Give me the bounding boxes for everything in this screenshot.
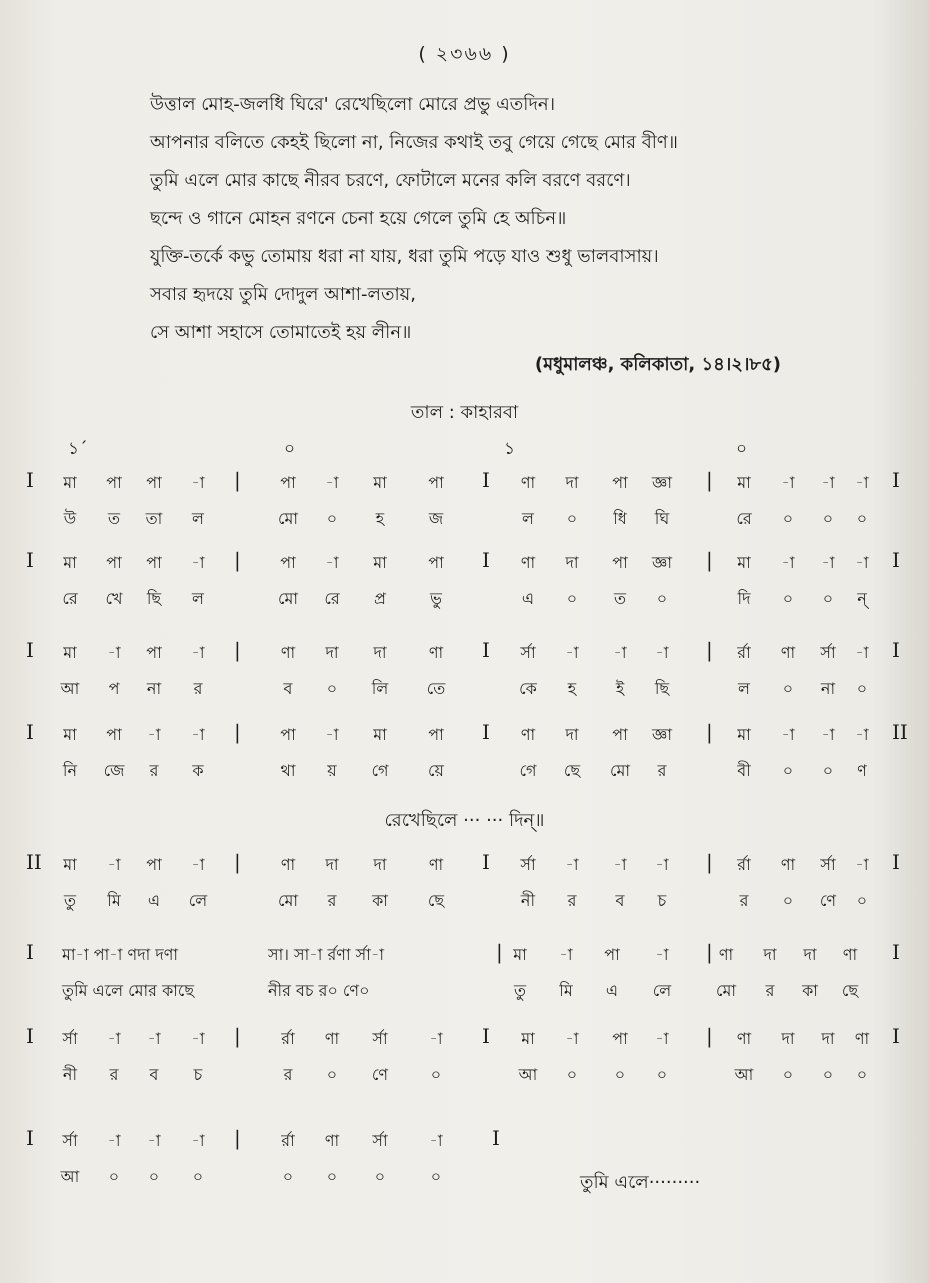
swara-note: পা — [280, 553, 296, 572]
beat-marker: ১´ — [68, 439, 88, 459]
syllable: ০ — [374, 1167, 386, 1186]
bar-line: I — [482, 720, 490, 744]
swara-note: মা — [373, 553, 387, 572]
swara-note: ণা — [718, 945, 734, 964]
syllable: দি — [737, 589, 751, 608]
bar-line: | — [706, 850, 713, 874]
syllable-group: নীর বচ র০ ণে০ — [268, 981, 370, 1000]
swara-note: -া — [191, 1029, 205, 1048]
syllable: ০ — [856, 509, 868, 528]
page-number: ( ২৩৬৬ ) — [418, 43, 511, 65]
swara-note: মা — [513, 945, 527, 964]
swara-note: মা — [737, 473, 751, 492]
syllable: বী — [737, 761, 751, 780]
syllable: ০ — [782, 509, 794, 528]
swara-note: ণা — [520, 725, 536, 744]
swara-note: ণা — [842, 945, 858, 964]
swara-note: দা — [565, 725, 579, 744]
syllable: ০ — [326, 1167, 338, 1186]
syllable: নী — [62, 1065, 78, 1084]
swara-note: মা — [63, 473, 77, 492]
syllable: লি — [371, 679, 389, 698]
syllable: লে — [188, 891, 208, 910]
syllable: ছে — [563, 761, 581, 780]
swara-note: র্সা — [62, 1131, 78, 1150]
swara-note: মা — [63, 643, 77, 662]
syllable: ০ — [566, 509, 578, 528]
syllable: ব — [149, 1065, 159, 1084]
swara-note: -া — [565, 855, 579, 874]
syllable: ০ — [430, 1167, 442, 1186]
swara-note: র্রা — [281, 1029, 295, 1048]
syllable: র — [657, 761, 667, 780]
syllable: লে — [652, 981, 672, 1000]
syllable: আ — [734, 1065, 754, 1084]
syllable: র — [283, 1065, 293, 1084]
bar-line: I — [26, 638, 34, 662]
swara-note: -া — [325, 553, 339, 572]
swara-note: মা — [63, 553, 77, 572]
swara-note: দা — [325, 855, 339, 874]
swara-note: দা — [565, 473, 579, 492]
syllable: ০ — [656, 1065, 668, 1084]
syllable: থা — [280, 761, 296, 780]
syllable: ন্ — [857, 589, 867, 608]
bar-line: I — [892, 850, 900, 874]
syllable: ব — [615, 891, 625, 910]
bar-line: | — [234, 1126, 241, 1150]
syllable: ণে — [819, 891, 837, 910]
bar-line: | — [706, 638, 713, 662]
swara-note: মা — [63, 725, 77, 744]
notation-system — [0, 722, 929, 802]
syllable: ০ — [782, 891, 794, 910]
syllable: ধি — [613, 509, 627, 528]
syllable: র — [327, 891, 337, 910]
swara-note: -া — [565, 1029, 579, 1048]
syllable: ০ — [326, 679, 338, 698]
syllable: মি — [107, 891, 121, 910]
bar-line: | — [234, 638, 241, 662]
syllable: প — [108, 679, 120, 698]
syllable: ০ — [614, 1065, 626, 1084]
syllable: নী — [520, 891, 536, 910]
syllable: মি — [559, 981, 573, 1000]
bar-line: | — [234, 468, 241, 492]
syllable: ল — [192, 509, 204, 528]
swara-note: পা — [428, 725, 444, 744]
lyric-line: আপনার বলিতে কেহই ছিলো না, নিজের কথাই তবু গেয়ে গেছে মোর বীণ॥ — [150, 132, 678, 153]
swara-note: জ্ঞা — [652, 553, 672, 572]
syllable: র — [149, 761, 159, 780]
notation-system — [0, 852, 929, 932]
swara-note: -া — [147, 1131, 161, 1150]
syllable: জ — [428, 509, 444, 528]
syllable: ০ — [326, 509, 338, 528]
bar-line: I — [892, 468, 900, 492]
swara-note: -া — [855, 643, 869, 662]
syllable: ল — [738, 679, 750, 698]
swara-note: -া — [147, 725, 161, 744]
syllable: ত — [613, 589, 626, 608]
syllable: ভু — [430, 589, 442, 608]
syllable: ০ — [822, 761, 834, 780]
bar-line: II — [26, 850, 42, 874]
syllable: ত — [107, 509, 120, 528]
swara-note: ণা — [324, 1131, 340, 1150]
syllable: মো — [715, 981, 737, 1000]
syllable: ০ — [148, 1167, 160, 1186]
swara-note: জ্ঞা — [652, 473, 672, 492]
swara-note: -া — [655, 855, 669, 874]
syllable: রে — [736, 509, 752, 528]
syllable: র — [109, 1065, 119, 1084]
notation-system — [0, 470, 929, 550]
lyric-line: যুক্তি-তর্কে কভু তোমায় ধরা না যায়, ধরা তুমি পড়ে যাও শুধু ভালবাসায়। — [150, 246, 659, 267]
lyric-line: সবার হৃদয়ে তুমি দোদুল আশা-লতায়, — [150, 284, 416, 305]
swara-note: ণা — [280, 643, 296, 662]
swara-note: -া — [191, 1131, 205, 1150]
swara-note: পা — [612, 1029, 628, 1048]
swara-note: -া — [325, 473, 339, 492]
beat-marker: ১ — [504, 439, 516, 459]
swara-note: -া — [855, 473, 869, 492]
swara-note: দা — [781, 1029, 795, 1048]
bar-line: | — [706, 1024, 713, 1048]
syllable: না — [820, 679, 836, 698]
bar-line: | — [706, 720, 713, 744]
syllable: আ — [518, 1065, 538, 1084]
swara-note: ণা — [428, 643, 444, 662]
bar-line: I — [26, 940, 34, 964]
bar-line: I — [26, 548, 34, 572]
syllable: রে — [62, 589, 78, 608]
swara-note: -া — [107, 855, 121, 874]
bar-line: I — [892, 1024, 900, 1048]
syllable: চ — [193, 1065, 203, 1084]
note-group: মা-া পা-া ণদা দণা — [62, 945, 179, 964]
note-group: সা। সা-া র্রণা র্সা-া — [268, 945, 385, 964]
swara-note: মা — [521, 1029, 535, 1048]
beat-marker: ০ — [284, 439, 296, 459]
swara-note: ণা — [520, 553, 536, 572]
syllable: তা — [145, 509, 163, 528]
swara-note: -া — [781, 553, 795, 572]
swara-note: -া — [191, 725, 205, 744]
swara-note: র্রা — [281, 1131, 295, 1150]
syllable: র — [739, 891, 749, 910]
swara-note: পা — [106, 553, 122, 572]
swara-note: র্সা — [62, 1029, 78, 1048]
notation-system — [0, 550, 929, 630]
swara-note: পা — [146, 643, 162, 662]
bar-line: I — [26, 1024, 34, 1048]
syllable: ০ — [108, 1167, 120, 1186]
syllable: ০ — [656, 589, 668, 608]
syllable: ০ — [566, 1065, 578, 1084]
syllable: কা — [802, 981, 818, 1000]
bar-line: I — [892, 548, 900, 572]
swara-note: -া — [613, 855, 627, 874]
syllable: ০ — [566, 589, 578, 608]
syllable: র — [765, 981, 775, 1000]
syllable: ০ — [822, 509, 834, 528]
syllable: ০ — [192, 1167, 204, 1186]
syllable: ণ — [857, 761, 867, 780]
swara-note: পা — [612, 553, 628, 572]
bar-line: | — [706, 468, 713, 492]
lyric-line: তুমি এলে মোর কাছে নীরব চরণে, ফোটালে মনের কলি বরণে বরণে। — [150, 170, 631, 191]
fast-notation-row — [0, 942, 929, 1022]
bar-line: | — [496, 940, 503, 964]
swara-note: মা — [373, 473, 387, 492]
syllable: গে — [519, 761, 537, 780]
swara-note: র্রা — [737, 855, 751, 874]
syllable: ল — [522, 509, 534, 528]
syllable: এ — [521, 589, 535, 608]
syllable: মো — [277, 509, 299, 528]
swara-note: দা — [565, 553, 579, 572]
swara-note: -া — [613, 643, 627, 662]
swara-note: -া — [191, 473, 205, 492]
bar-line: | — [234, 1024, 241, 1048]
syllable: আ — [60, 679, 80, 698]
bar-line: I — [492, 1126, 500, 1150]
swara-note: ণা — [280, 855, 296, 874]
syllable: তু — [63, 891, 76, 910]
syllable: উ — [63, 509, 77, 528]
syllable: খে — [105, 589, 123, 608]
syllable: ০ — [430, 1065, 442, 1084]
swara-note: -া — [821, 553, 835, 572]
swara-note: -া — [107, 1131, 121, 1150]
syllable: মো — [277, 589, 299, 608]
syllable: ল — [192, 589, 204, 608]
swara-note: পা — [146, 473, 162, 492]
syllable: প্র — [374, 589, 386, 608]
syllable: ছে — [427, 891, 445, 910]
swara-note: দা — [821, 1029, 835, 1048]
bar-line: I — [482, 638, 490, 662]
syllable: জে — [103, 761, 125, 780]
syllable: ০ — [326, 1065, 338, 1084]
swara-note: -া — [107, 643, 121, 662]
swara-note: ণা — [428, 855, 444, 874]
syllable: ০ — [856, 679, 868, 698]
swara-note: পা — [604, 945, 620, 964]
syllable: ছি — [654, 679, 670, 698]
syllable: নি — [62, 761, 78, 780]
swara-note: -া — [821, 473, 835, 492]
swara-note: -া — [429, 1131, 443, 1150]
swara-note: মা — [737, 725, 751, 744]
syllable: গে — [371, 761, 389, 780]
swara-note: -া — [655, 1029, 669, 1048]
bar-line: | — [706, 940, 713, 964]
bar-line: I — [482, 548, 490, 572]
swara-note: পা — [612, 725, 628, 744]
swara-note: -া — [655, 643, 669, 662]
syllable: য় — [327, 761, 337, 780]
swara-note: দা — [373, 855, 387, 874]
repeat-note: রেখেছিলে ··· ··· দিন্॥ — [384, 810, 545, 831]
swara-note: -া — [147, 1029, 161, 1048]
beat-markers — [0, 436, 929, 460]
tala-heading: তাল : কাহারবা — [410, 402, 519, 423]
swara-note: র্সা — [520, 643, 536, 662]
swara-note: ণা — [520, 473, 536, 492]
swara-note: পা — [106, 473, 122, 492]
syllable: ০ — [782, 1065, 794, 1084]
beat-marker: ০ — [736, 439, 748, 459]
syllable: হ — [567, 679, 577, 698]
swara-note: ণা — [780, 855, 796, 874]
syllable: হ — [375, 509, 385, 528]
swara-note: র্রা — [737, 643, 751, 662]
bar-line: II — [892, 720, 908, 744]
swara-note: দা — [325, 643, 339, 662]
continue-note: তুমি এলে········· — [580, 1172, 701, 1193]
swara-note: পা — [280, 473, 296, 492]
swara-note: -া — [559, 945, 573, 964]
source-citation: (মধুমালঞ্চ, কলিকাতা, ১৪।২।৮৫) — [534, 354, 781, 375]
bar-line: I — [26, 720, 34, 744]
syllable: মো — [277, 891, 299, 910]
swara-note: র্সা — [820, 643, 836, 662]
lyric-line: সে আশা সহাসে তোমাতেই হয় লীন॥ — [150, 322, 412, 343]
bar-line: I — [482, 850, 490, 874]
lyric-line: ছন্দে ও গানে মোহন রণনে চেনা হয়ে গেলে তুমি হে অচিন॥ — [150, 208, 567, 229]
syllable: ০ — [822, 1065, 834, 1084]
swara-note: র্সা — [372, 1131, 388, 1150]
bar-line: I — [26, 468, 34, 492]
syllable: চ — [657, 891, 667, 910]
syllable: তে — [426, 679, 446, 698]
swara-note: -া — [191, 643, 205, 662]
swara-note: ণা — [736, 1029, 752, 1048]
swara-note: -া — [855, 725, 869, 744]
lyric-line: উত্তাল মোহ-জলধি ঘিরে' রেখেছিলো মোরে প্রভু এতদিন। — [150, 94, 556, 115]
syllable: ০ — [856, 891, 868, 910]
syllable: ছে — [841, 981, 859, 1000]
swara-note: মা — [737, 553, 751, 572]
syllable: না — [146, 679, 162, 698]
swara-note: মা — [373, 725, 387, 744]
bar-line: | — [234, 850, 241, 874]
swara-note: র্সা — [820, 855, 836, 874]
swara-note: র্সা — [372, 1029, 388, 1048]
syllable: য়ে — [428, 761, 444, 780]
swara-note: পা — [146, 855, 162, 874]
syllable: এ — [605, 981, 619, 1000]
swara-note: -া — [107, 1029, 121, 1048]
bar-line: I — [26, 1126, 34, 1150]
syllable: ০ — [782, 589, 794, 608]
syllable: র — [193, 679, 203, 698]
swara-note: -া — [565, 643, 579, 662]
swara-note: ণা — [780, 643, 796, 662]
syllable: ণে — [371, 1065, 389, 1084]
swara-note: ণা — [324, 1029, 340, 1048]
syllable: কা — [372, 891, 388, 910]
syllable: ই — [615, 679, 625, 698]
swara-note: -া — [655, 945, 669, 964]
swara-note: -া — [191, 855, 205, 874]
bar-line: | — [234, 720, 241, 744]
swara-note: র্সা — [520, 855, 536, 874]
syllable: রে — [324, 589, 340, 608]
song-lyrics — [150, 86, 910, 352]
syllable: আ — [60, 1167, 80, 1186]
syllable: কে — [519, 679, 537, 698]
syllable: ছি — [146, 589, 162, 608]
swara-note: জ্ঞা — [652, 725, 672, 744]
swara-note: পা — [280, 725, 296, 744]
syllable: এ — [147, 891, 161, 910]
swara-note: পা — [428, 553, 444, 572]
swara-note: -া — [325, 725, 339, 744]
bar-line: I — [892, 940, 900, 964]
swara-note: দা — [373, 643, 387, 662]
syllable: ০ — [282, 1167, 294, 1186]
swara-note: -া — [781, 473, 795, 492]
syllable-group: তুমি এলে মোর কাছে — [62, 981, 195, 1000]
swara-note: -া — [855, 553, 869, 572]
swara-note: মা — [63, 855, 77, 874]
swara-note: পা — [428, 473, 444, 492]
swara-note: -া — [855, 855, 869, 874]
swara-note: -া — [781, 725, 795, 744]
swara-note: পা — [612, 473, 628, 492]
bar-line: | — [234, 548, 241, 572]
syllable: ঘি — [654, 509, 670, 528]
swara-note: -া — [429, 1029, 443, 1048]
syllable: ০ — [782, 761, 794, 780]
swara-note: পা — [146, 553, 162, 572]
swara-note: -া — [821, 725, 835, 744]
syllable: ০ — [782, 679, 794, 698]
swara-note: -া — [191, 553, 205, 572]
swara-note: দা — [763, 945, 777, 964]
syllable: র — [567, 891, 577, 910]
notation-system — [0, 640, 929, 720]
bar-line: I — [482, 468, 490, 492]
syllable: ০ — [856, 1065, 868, 1084]
syllable: ব — [283, 679, 293, 698]
notation-system — [0, 1128, 929, 1208]
syllable: মো — [609, 761, 631, 780]
notation-system — [0, 1026, 929, 1106]
swara-note: দা — [803, 945, 817, 964]
bar-line: I — [482, 1024, 490, 1048]
bar-line: | — [706, 548, 713, 572]
syllable: ক — [192, 761, 204, 780]
bar-line: I — [892, 638, 900, 662]
syllable: ০ — [822, 589, 834, 608]
swara-note: ণা — [854, 1029, 870, 1048]
syllable: তু — [513, 981, 526, 1000]
swara-note: পা — [106, 725, 122, 744]
